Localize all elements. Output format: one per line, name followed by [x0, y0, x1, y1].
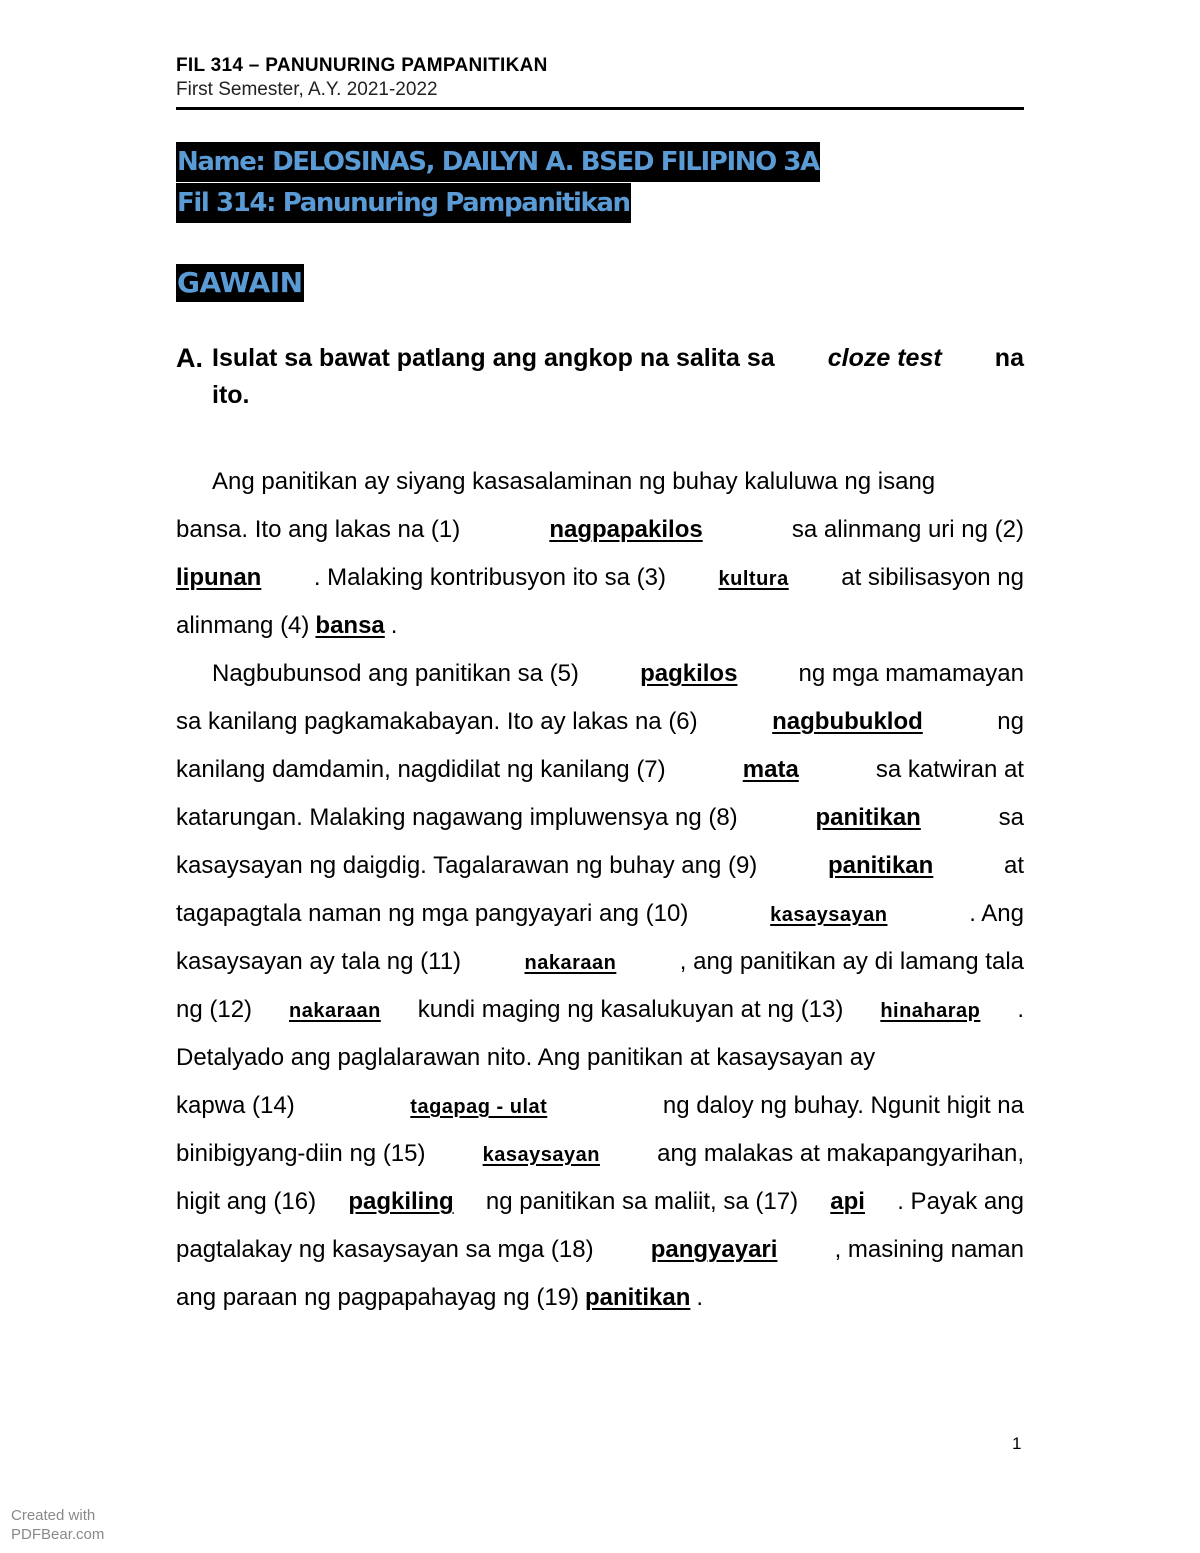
paragraph-2: [176, 650, 1024, 1322]
text-segment: bansa. Ito ang lakas na (1): [176, 516, 461, 543]
answer-blank: mata: [742, 756, 799, 783]
text-segment: at sibilisasyon ng: [841, 564, 1024, 591]
text-segment: . Ang: [969, 900, 1024, 927]
text-line: [176, 458, 1024, 506]
text-segment: kasaysayan ng daigdig. Tagalarawan ng buhay ang (9): [176, 852, 758, 879]
course-line: Fil 314: Panunuring Pampanitikan: [176, 183, 631, 223]
text-line: [176, 1082, 1024, 1130]
text-line: [176, 1130, 1024, 1178]
text-line: [176, 746, 1024, 794]
instruction-text-line2: ito.: [212, 381, 250, 409]
text-line: [176, 698, 1024, 746]
text-segment: sa kanilang pagkamakabayan. Ito ay lakas na (6): [176, 708, 698, 735]
text-line: [176, 602, 1024, 650]
text-segment: kasaysayan ay tala ng (11): [176, 948, 462, 975]
text-line: [176, 938, 1024, 986]
answer-blank: nagbubuklod: [772, 708, 923, 735]
answer-blank: tagapag - ulat: [410, 1096, 548, 1118]
text-segment: kundi maging ng kasalukuyan at ng (13): [417, 996, 844, 1023]
text-segment: sa alinmang uri ng (2): [791, 516, 1024, 543]
text-line: [176, 554, 1024, 602]
text-segment: sa katwiran at: [875, 756, 1024, 783]
text-segment: Nagbubunsod ang panitikan sa (5): [212, 660, 579, 687]
watermark-line-1: Created with: [11, 1507, 96, 1524]
instruction: [176, 340, 1024, 414]
header-divider: [176, 107, 1024, 110]
instruction-letter: A.: [176, 343, 203, 373]
course-code: FIL 314 – PANUNURING PAMPANITIKAN: [176, 55, 548, 76]
text-segment: . Malaking kontribusyon ito sa (3): [313, 564, 667, 591]
paragraph-1: [176, 458, 1024, 650]
answer-blank: pagkiling: [348, 1188, 454, 1215]
instruction-text-b: cloze test: [827, 344, 942, 372]
text-segment: at: [1003, 852, 1024, 879]
page-number: 1: [1012, 1434, 1022, 1453]
answer-blank: api: [830, 1188, 865, 1215]
text-segment: ng daloy ng buhay. Ngunit higit na: [662, 1092, 1024, 1119]
text-segment: .: [1017, 996, 1024, 1023]
answer-blank: bansa: [315, 612, 385, 639]
text-segment: Ang panitikan ay siyang kasasalaminan ng buhay kaluluwa ng isang: [212, 468, 936, 495]
answer-blank: nakaraan: [288, 1000, 381, 1022]
text-segment: .: [696, 1284, 704, 1311]
watermark: [11, 1506, 104, 1544]
text-segment: Detalyado ang paglalarawan nito. Ang panitikan at kasaysayan ay: [176, 1044, 876, 1071]
text-segment: kanilang damdamin, nagdidilat ng kanilang (7): [176, 756, 666, 783]
text-segment: pagtalakay ng kasaysayan sa mga (18): [176, 1236, 594, 1263]
student-info: [176, 142, 820, 224]
text-segment: katarungan. Malaking nagawang impluwensya ng (8): [176, 804, 738, 831]
text-segment: ng: [997, 708, 1024, 735]
answer-blank: kultura: [718, 568, 789, 590]
text-line: [176, 890, 1024, 938]
answer-blank: kasaysayan: [482, 1144, 600, 1166]
text-segment: ang paraan ng pagpapahayag ng (19): [176, 1284, 580, 1311]
answer-blank: panitikan: [827, 852, 934, 879]
text-segment: ng panitikan sa maliit, sa (17): [485, 1188, 799, 1215]
cloze-text: [176, 458, 1024, 1322]
text-line: [176, 986, 1024, 1034]
text-segment: sa: [998, 804, 1024, 831]
answer-blank: pangyayari: [650, 1236, 778, 1263]
text-segment: , masining naman: [834, 1236, 1024, 1263]
document-header: [176, 54, 1024, 102]
text-line: [176, 1034, 1024, 1082]
student-name-line: Name: DELOSINAS, DAILYN A. BSED FILIPINO 3A: [176, 142, 820, 182]
text-segment: ng (12): [176, 996, 253, 1023]
answer-blank: panitikan: [815, 804, 921, 831]
instruction-text-c: na: [994, 344, 1024, 372]
answer-blank: kasaysayan: [770, 904, 888, 926]
answer-blank: panitikan: [585, 1284, 691, 1311]
answer-blank: hinaharap: [880, 1000, 981, 1022]
text-line: [176, 1226, 1024, 1274]
text-line: [176, 1178, 1024, 1226]
text-line: [176, 506, 1024, 554]
text-segment: . Payak ang: [897, 1188, 1024, 1215]
text-segment: tagapagtala naman ng mga pangyayari ang (10): [176, 900, 689, 927]
answer-blank: nagpapakilos: [549, 516, 703, 543]
semester: First Semester, A.Y. 2021-2022: [176, 79, 438, 100]
text-line: [176, 1274, 1024, 1322]
text-segment: higit ang (16): [176, 1188, 317, 1215]
text-line: [176, 650, 1024, 698]
text-line: [176, 794, 1024, 842]
text-segment: kapwa (14): [176, 1092, 295, 1119]
section-title: GAWAIN: [176, 264, 304, 302]
text-segment: .: [390, 612, 398, 639]
answer-blank: nakaraan: [524, 952, 617, 974]
instruction-text-a: Isulat sa bawat patlang ang angkop na salita sa: [212, 344, 775, 372]
text-segment: , ang panitikan ay di lamang tala: [679, 948, 1024, 975]
text-segment: ang malakas at makapangyarihan,: [657, 1140, 1024, 1167]
text-segment: binibigyang-diin ng (15): [176, 1140, 426, 1167]
text-segment: alinmang (4): [176, 612, 310, 639]
text-segment: ng mga mamamayan: [798, 660, 1024, 687]
text-line: [176, 842, 1024, 890]
answer-blank: lipunan: [176, 564, 262, 591]
watermark-line-2: PDFBear.com: [11, 1526, 105, 1543]
answer-blank: pagkilos: [640, 660, 738, 687]
